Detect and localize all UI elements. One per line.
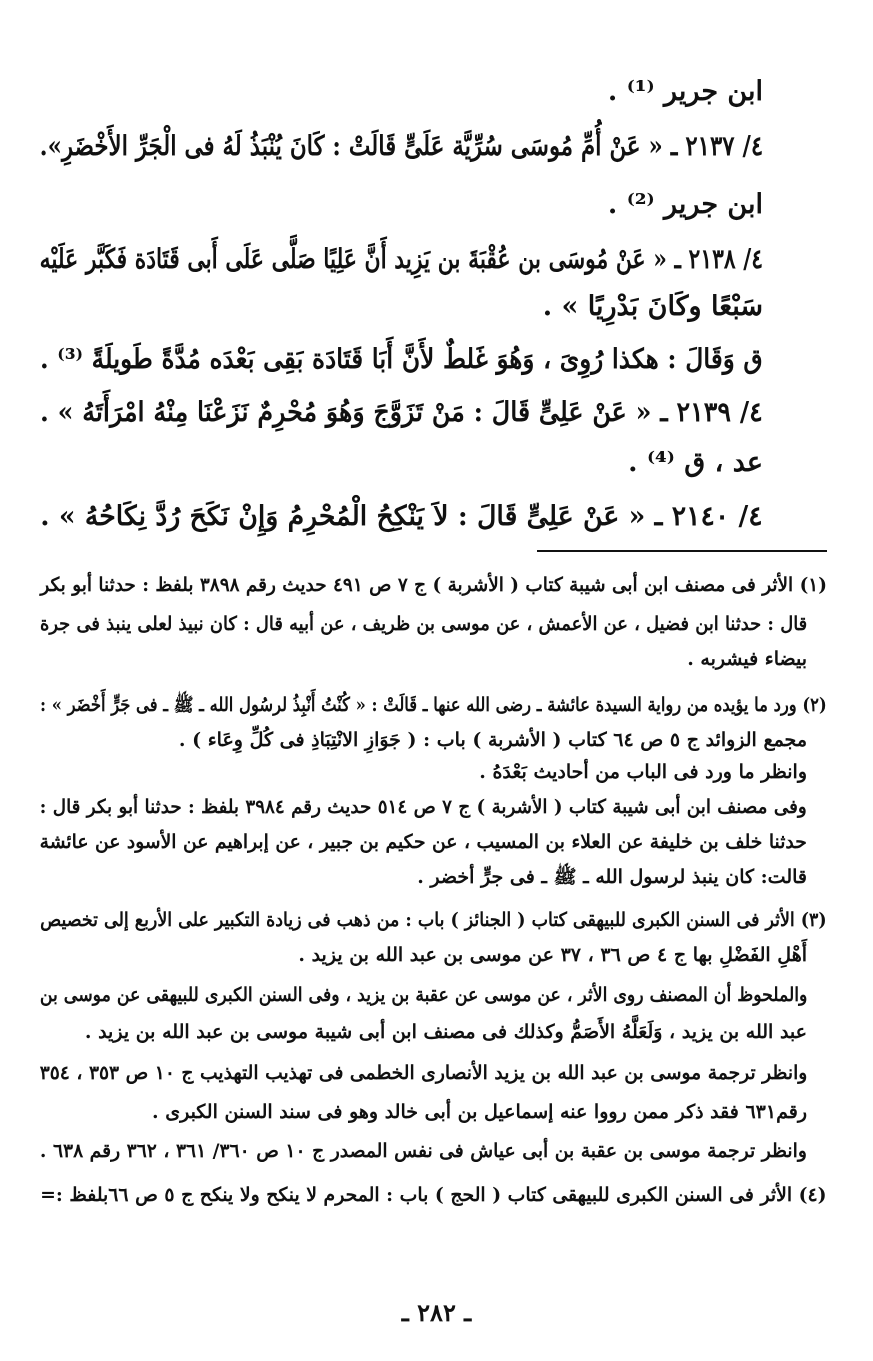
footnote-line: أَهْلِ الفَضْلِ بها ج ٤ ص ٣٦ ، ٣٧ عن موسى بن عبد الله بن يزيد .	[298, 944, 807, 966]
footnote-line: مجمع الزوائد ج ٥ ص ٦٤ كتاب ( الأشربة ) باب : ( جَوَازِ الانْتِبَاذِ فى كُلِّ وِعَاء ) .	[178, 729, 807, 751]
page-number: ـ ٢٨٢ ـ	[401, 1298, 472, 1327]
footnote-line: وفى مصنف ابن أبى شيبة كتاب ( الأشربة ) ج ٧ ص ٥١٤ حديث رقم ٣٩٨٤ بلفظ : حدثنا أبو بكر قال :	[39, 796, 807, 818]
footnote-line: عبد الله بن يزيد ، وَلَعَلَّهُ الأَصَمُّ وكذلك فى مصنف ابن أبى شيبة موسى بن عبد الله بن يزيد .	[84, 1021, 807, 1043]
footnote-line: وانظر ما ورد فى الباب من أحاديث بَعْدَهُ .	[479, 761, 807, 783]
footnote-4: (٤) الأثر فى السنن الكبرى للبيهقى كتاب ( الحج ) باب : المحرم لا ينكح ولا ينكح ج ٥ ص ٦٦بلفظ :=	[40, 1184, 827, 1206]
main-text-line: ابن جرير ⁽²⁾ .	[607, 189, 763, 220]
main-text-line: ق وَقَالَ : هكذا رُوِىَ ، وَهُوَ غَلطٌ لأَنَّ أَبَا قَتَادَة بَقِى بَعْدَه مُدَّةً طَويلَةً ⁽³⁾ .	[40, 344, 763, 375]
footnote-line: والملحوظ أن المصنف روى الأثر ، عن موسى عن عقبة بن يزيد ، وفى السنن الكبرى للبيهقى عن موسى بن	[39, 984, 807, 1006]
footnote-line: وانظر ترجمة موسى بن عبد الله بن يزيد الأنصارى الخطمى فى تهذيب التهذيب ج ١٠ ص ٣٥٣ ، ٣٥٤	[39, 1062, 807, 1084]
main-text-line: عد ، ق ⁽⁴⁾ .	[628, 447, 763, 478]
hadith-2140: ٤/ ٢١٤٠ ـ « عَنْ عَلِىٍّ قَالَ : لاَ يَنْكِحُ الْمُحْرِمُ وَإِنْ نَكَحَ رُدَّ نِكَاحُهُ » .	[40, 501, 763, 532]
footnote-line: قالت: كان ينبذ لرسول الله ـ ﷺ ـ فى جرٍّ أخضر .	[417, 866, 807, 888]
footnote-separator	[537, 550, 827, 552]
footnote-2: (٢) ورد ما يؤيده من رواية السيدة عائشة ـ رضى الله عنها ـ قَالَتْ : « كُنْتُ أَنْبِذُ لرسُول الله ـ ﷺ ـ فى جَرٍّ أَخْضَر » :	[40, 694, 827, 716]
footnote-1: (١) الأثر فى مصنف ابن أبى شيبة كتاب ( الأشربة ) ج ٧ ص ٤٩١ حديث رقم ٣٨٩٨ بلفظ : حدثنا أبو بكر	[40, 574, 827, 596]
hadith-2137: ٤/ ٢١٣٧ ـ « عَنْ أُمِّ مُوسَى سُرِّيَّة عَلَىٍّ قَالَتْ : كَانَ يُنْبَذُ لَهُ فى الْجَرِّ الأَخْضَرِ».	[39, 131, 763, 162]
footnote-3: (٣) الأثر فى السنن الكبرى للبيهقى كتاب ( الجنائز ) باب : من ذهب فى زيادة التكبير على الأربع إلى تخصيص	[40, 909, 827, 931]
footnote-line: وانظر ترجمة موسى بن عقبة بن أبى عياش فى نفس المصدر ج ١٠ ص ٣٦٠/ ٣٦١ ، ٣٦٢ رقم ٦٣٨ .	[40, 1140, 807, 1162]
footnote-line: حدثنا خلف بن خليفة عن العلاء بن المسيب ، عن حكيم بن جبير ، عن إبراهيم عن الأسود عن عائشة	[39, 831, 807, 853]
footnote-line: رقم٦٣١ فقد ذكر ممن رووا عنه إسماعيل بن أبى خالد وهو فى سند السنن الكبرى .	[151, 1101, 807, 1123]
footnote-line: قال : حدثنا ابن فضيل ، عن الأعمش ، عن موسى بن ظريف ، عن أبيه قال : كان نبيذ لعلى ينبذ فى جرة	[39, 613, 807, 635]
hadith-2139: ٤/ ٢١٣٩ ـ « عَنْ عَلِىٍّ قَالَ : مَنْ تَزَوَّجَ وَهُوَ مُحْرِمٌ نَزَعْنَا مِنْهُ امْرَأَتَهُ » .	[40, 397, 763, 428]
main-text-line: ابن جرير ⁽¹⁾ .	[607, 76, 763, 107]
main-text-line: سَبْعًا وكَانَ بَدْرِيًا » .	[542, 291, 763, 322]
footnote-line: بيضاء فيشربه .	[687, 648, 807, 670]
hadith-2138: ٤/ ٢١٣٨ ـ « عَنْ مُوسَى بن عُقْبَةَ بن يَزِيد أَنَّ عَلِيًا صَلَّى عَلَى أَبى قَتَادَة فَكَبَّر عَلَيْه	[39, 244, 763, 275]
